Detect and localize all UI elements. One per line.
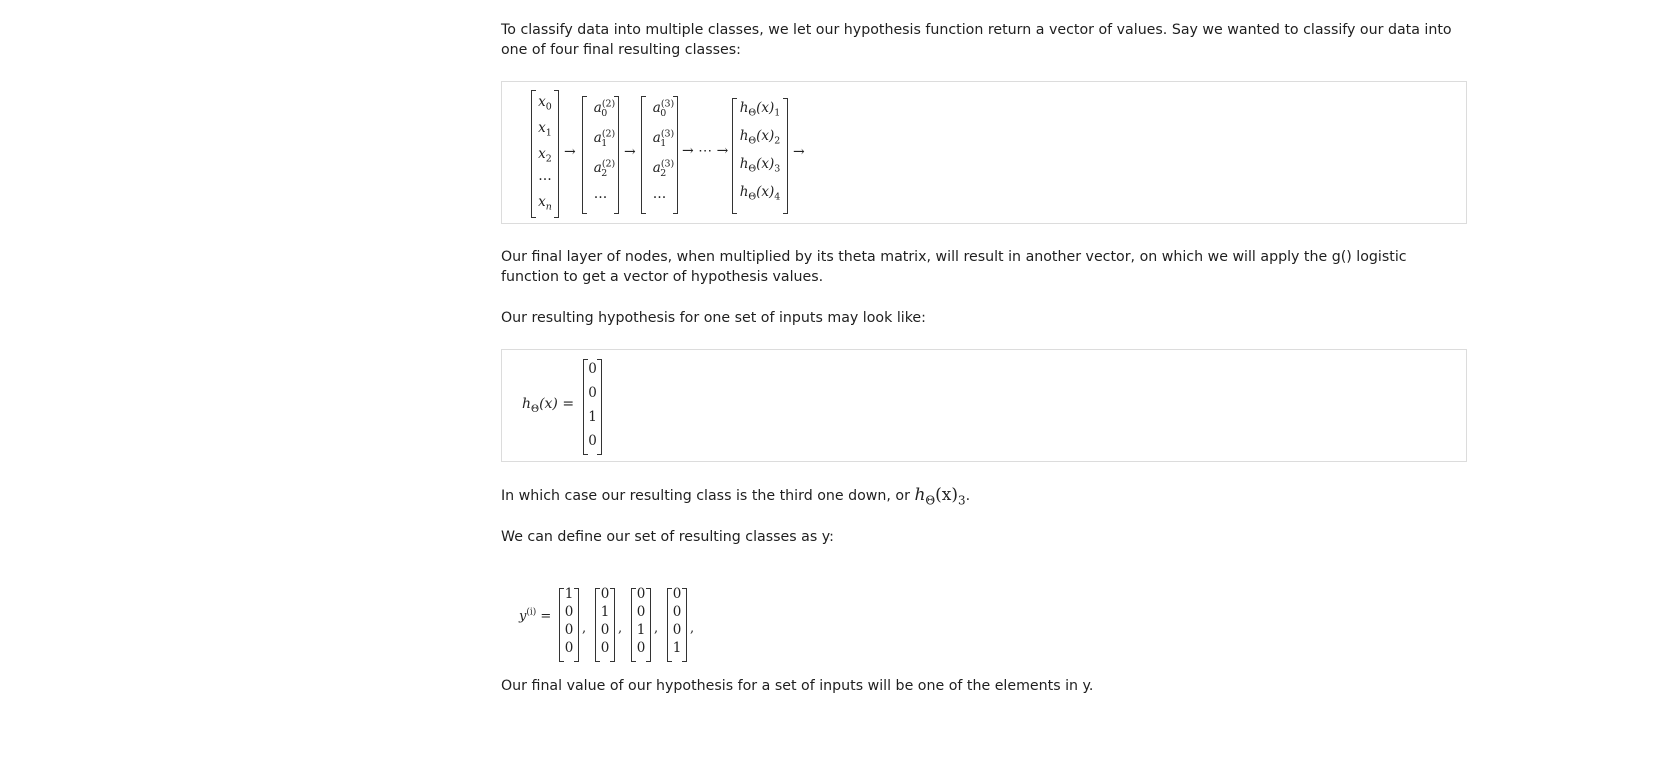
classes-comma: , <box>690 621 695 636</box>
layer3-vector <box>641 96 678 214</box>
class-vector-1: 1 0 0 0 <box>559 588 579 662</box>
classes-comma: , <box>618 621 623 636</box>
input-vector <box>531 90 559 218</box>
arrow-1: → <box>564 144 576 160</box>
hypothesis-vector <box>583 359 602 455</box>
class-vector-4: 0 0 0 1 <box>667 588 687 662</box>
class-vector-3: 0 0 1 0 <box>631 588 651 662</box>
input-x2: $x_2$ <box>538 146 552 165</box>
paragraph-final-layer: Our final layer of nodes, when multiplied by its theta matrix, will result in another vector, on which we will apply the g() logistic function to get a vector of hypothesis values. <box>501 249 1407 285</box>
arrow-2: → <box>624 144 636 160</box>
layer2-a2: $a^{(2)}_2$ <box>593 158 616 179</box>
hypothesis-value: 0 <box>588 361 597 377</box>
hypothesis-value: 0 <box>588 385 597 401</box>
arrow-ellipsis: → ⋯ → <box>682 143 729 159</box>
classes-comma: , <box>582 621 587 636</box>
input-x0: $x_0$ <box>538 94 552 113</box>
layer2-a0: $a^{(2)}_0$ <box>593 98 616 119</box>
arrow-final: → <box>793 144 805 160</box>
inline-h-theta-3: $h_\Theta(x)_3$ <box>914 485 966 508</box>
which-case-prefix: In which case our resulting class is the third one down, or <box>501 488 910 504</box>
network-diagram-box <box>501 81 1467 224</box>
output-h1: $h_\Theta(x)_1$ <box>739 100 781 119</box>
hypothesis-value: 1 <box>588 409 597 425</box>
paragraph-which-case <box>501 485 1467 506</box>
layer2-a1: $a^{(2)}_1$ <box>593 128 616 149</box>
layer3-a0: $a^{(3)}_0$ <box>652 98 675 119</box>
output-h3: $h_\Theta(x)_3$ <box>739 156 781 175</box>
output-h4: $h_\Theta(x)_4$ <box>739 184 781 203</box>
hypothesis-example-box <box>501 349 1467 462</box>
class-vectors <box>501 572 801 666</box>
layer2-ellipsis: … <box>593 186 608 202</box>
paragraph-define-classes: We can define our set of resulting classes as y: <box>501 529 834 545</box>
output-h2: $h_\Theta(x)_2$ <box>739 128 781 147</box>
paragraph-final-value: Our final value of our hypothesis for a set of inputs will be one of the elements in y. <box>501 678 1094 694</box>
classes-lhs: $y^{(i)}$ = <box>519 607 552 624</box>
layer3-ellipsis: … <box>652 186 667 202</box>
output-vector <box>732 98 788 214</box>
hypothesis-value: 0 <box>588 433 597 449</box>
paragraph-resulting-hypothesis: Our resulting hypothesis for one set of inputs may look like: <box>501 310 926 326</box>
input-x1: $x_1$ <box>538 120 552 139</box>
input-xn: $x_n$ <box>538 194 552 213</box>
class-vector-2: 0 1 0 0 <box>595 588 615 662</box>
classes-comma: , <box>654 621 659 636</box>
which-case-suffix: . <box>965 488 971 504</box>
layer3-a2: $a^{(3)}_2$ <box>652 158 675 179</box>
input-ellipsis: … <box>538 168 552 184</box>
paragraph-intro: To classify data into multiple classes, we let our hypothesis function return a vector of values. Say we wanted to classify our data into one of four final resulting classes: <box>501 22 1452 58</box>
hypothesis-lhs: $h_\Theta(x)$ = <box>522 396 575 415</box>
layer3-a1: $a^{(3)}_1$ <box>652 128 675 149</box>
layer2-vector <box>582 96 619 214</box>
